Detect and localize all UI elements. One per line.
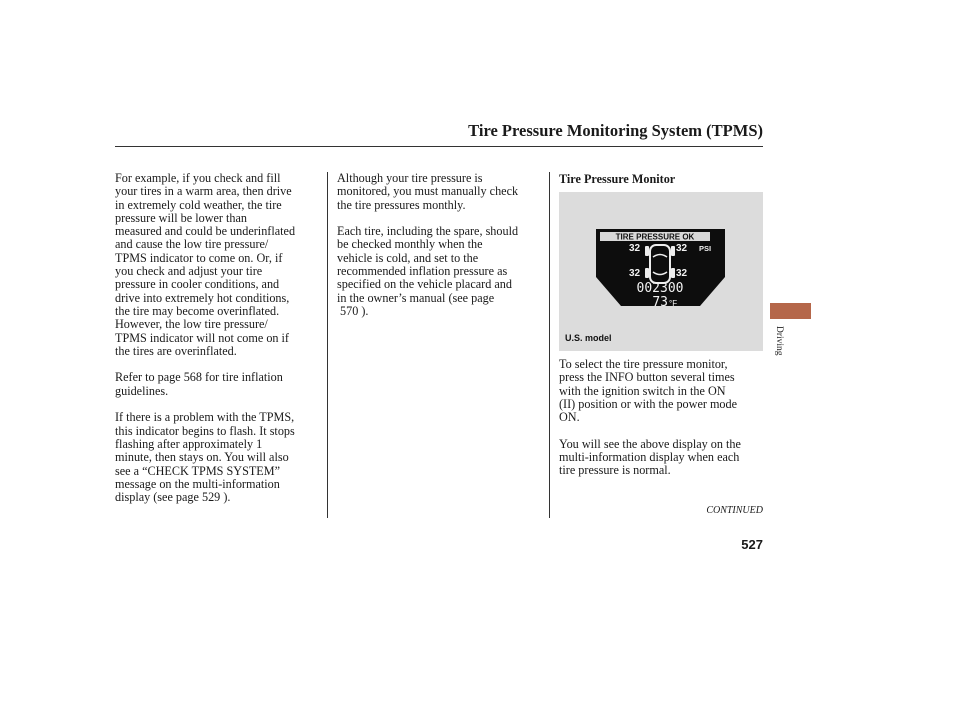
col1-para-2-text-b: for tire inflation guidelines.	[115, 370, 283, 398]
tire-front-left: 32	[629, 243, 641, 254]
odometer-reading: 002300	[636, 281, 684, 296]
pressure-unit: PSI	[699, 244, 712, 253]
page-ref-568[interactable]: 568	[183, 370, 202, 385]
col1-para-3-text-a: If there is a problem with the TPMS, this indicator begins to flash. It stops flashing after approximately 1 minute, then stays on. You will also see a “CHECK TPMS SYSTEM” message on the multi-information display (see page	[115, 410, 295, 505]
tpms-display-illustration	[559, 192, 763, 351]
continued-label: CONTINUED	[706, 505, 763, 516]
title-rule	[115, 146, 763, 147]
col2-para-2-text-b: ).	[358, 303, 369, 318]
col1-para-2-text-a: Refer to page	[115, 370, 184, 385]
col2-para-2	[337, 225, 543, 318]
col2-para-1: Although your tire pressure is monitored, you must manually check the tire pressures monthly.	[337, 171, 519, 212]
column-divider-2	[549, 172, 550, 518]
page-ref-529[interactable]: 529	[201, 490, 221, 505]
temperature-unit: °F	[669, 299, 678, 308]
tpms-display-figure	[559, 192, 763, 351]
page-number: 527	[741, 537, 763, 552]
column-2	[337, 172, 543, 332]
tire-rear-right: 32	[676, 268, 688, 279]
page-title: Tire Pressure Monitoring System (TPMS)	[468, 121, 763, 140]
tire-front-right: 32	[676, 243, 688, 254]
tire-rear-left: 32	[629, 268, 641, 279]
col3-para-1: To select the tire pressure monitor, press the INFO button several times with the ignition switch in the ON (II) position or with the power mode ON.	[559, 357, 738, 425]
section-heading: Tire Pressure Monitor	[559, 172, 676, 186]
column-3-text	[559, 358, 763, 491]
col3-para-2: You will see the above display on the multi-information display when each tire pressure is normal.	[559, 436, 741, 478]
section-tab[interactable]	[770, 303, 811, 319]
col1-para-3	[115, 411, 320, 504]
col1-para-1: For example, if you check and fill your tires in a warm area, then drive in extremely cold weather, the tire pressure will be lower than measured and could be underinflated and cause the low tire pressure/ TPMS indicator to come on. Or, if you check and adjust your tire pressure in cooler conditions, and drive into extremely hot conditions, the tire may become overinflated. However, the low tire pressure/ TPMS indicator will not come on if the tires are overinflated.	[115, 171, 296, 358]
page-ref-570[interactable]: 570	[340, 303, 359, 318]
section-label: Driving	[774, 326, 784, 356]
col2-para-2-text-a: Each tire, including the spare, should be checked monthly when the vehicle is cold, and set to the recommended inflation pressure as specified on the vehicle placard and in the owner’s manual (see page	[337, 224, 519, 305]
col1-para-2	[115, 371, 320, 398]
outside-temperature: 73	[652, 295, 668, 310]
column-1	[115, 172, 320, 518]
column-divider-1	[327, 172, 328, 518]
figure-caption: U.S. model	[565, 333, 612, 343]
col1-para-3-text-b: ).	[220, 490, 231, 505]
status-banner: TIRE PRESSURE OK	[615, 232, 695, 242]
